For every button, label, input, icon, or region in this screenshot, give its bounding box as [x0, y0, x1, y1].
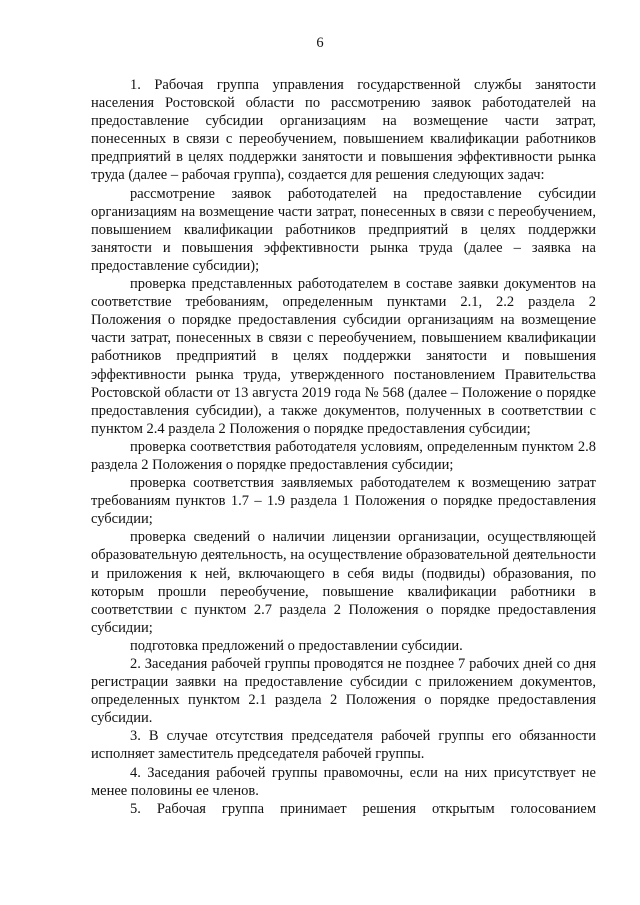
document-body — [91, 76, 596, 818]
paragraph-4-quorum: 4. Заседания рабочей группы правомочны, если на них присутствует не менее половины ее членов. — [91, 764, 596, 799]
task-prepare-proposals: подготовка предложений о предоставлении субсидии. — [130, 637, 463, 654]
paragraph-2-meetings: 2. Заседания рабочей группы проводятся не позднее 7 рабочих дней со дня регистрации заявки на предоставление субсидии с приложением документов, определенных пунктом 2.1 раздела 2 Положения о порядке предоставления субсидии. — [91, 656, 596, 727]
task-check-documents: проверка представленных работодателем в составе заявки документов на соответствие требованиям, определенным пунктами 2.1, 2.2 раздела 2 Положения о порядке предоставления субсидии организациям на возмещение части затрат, понесенных в связи с переобучением, повышением квалификации работников предприятий в целях поддержки занятости и повышения эффективности рынка труда, утвержденного постановлением Правительства Ростовской области от 13 августа 2019 года № 568 (далее – Положение о порядке предоставления субсидии), а также документов, полученных в соответствии с пунктом 2.4 раздела 2 Положения о порядке предоставления субсидии; — [91, 276, 596, 437]
task-check-employer-conditions: проверка соответствия работодателя условиям, определенным пунктом 2.8 раздела 2 Положения о порядке предоставления субсидии; — [91, 438, 596, 473]
task-check-license: проверка сведений о наличии лицензии организации, осуществляющей образовательную деятельность, на осуществление образовательной деятельности и приложения к ней, включающего в себя виды (подвиды) образования, по которым прошли переобучение, повышение квалификации работники в соответствии с пунктом 2.7 раздела 2 Положения о порядке предоставления субсидии; — [91, 529, 596, 636]
paragraph-5-voting: 5. Рабочая группа принимает решения открытым голосованием — [130, 800, 596, 817]
paragraph-1-intro: 1. Рабочая группа управления государственной службы занятости населения Ростовской области по рассмотрению заявок работодателей на предоставление субсидии организациям на возмещение части затрат, понесенных в связи с переобучением, повышением квалификации работников предприятий в целях поддержки занятости и повышения эффективности рынка труда (далее – рабочая группа), создается для решения следующих задач: — [91, 77, 596, 184]
paragraph-3-deputy: 3. В случае отсутствия председателя рабочей группы его обязанности исполняет заместитель председателя рабочей группы. — [91, 728, 596, 763]
page-number: 6 — [316, 35, 324, 51]
task-check-costs: проверка соответствия заявляемых работодателем к возмещению затрат требованиям пунктов 1.7 – 1.9 раздела 1 Положения о порядке предоставления субсидии; — [91, 475, 596, 528]
task-review-applications: рассмотрение заявок работодателей на предоставление субсидии организациям на возмещение части затрат, понесенных в связи с переобучением, повышением квалификации работников предприятий в целях поддержки занятости и повышения эффективности рынка труда (далее – заявка на предоставление субсидии); — [91, 185, 596, 274]
